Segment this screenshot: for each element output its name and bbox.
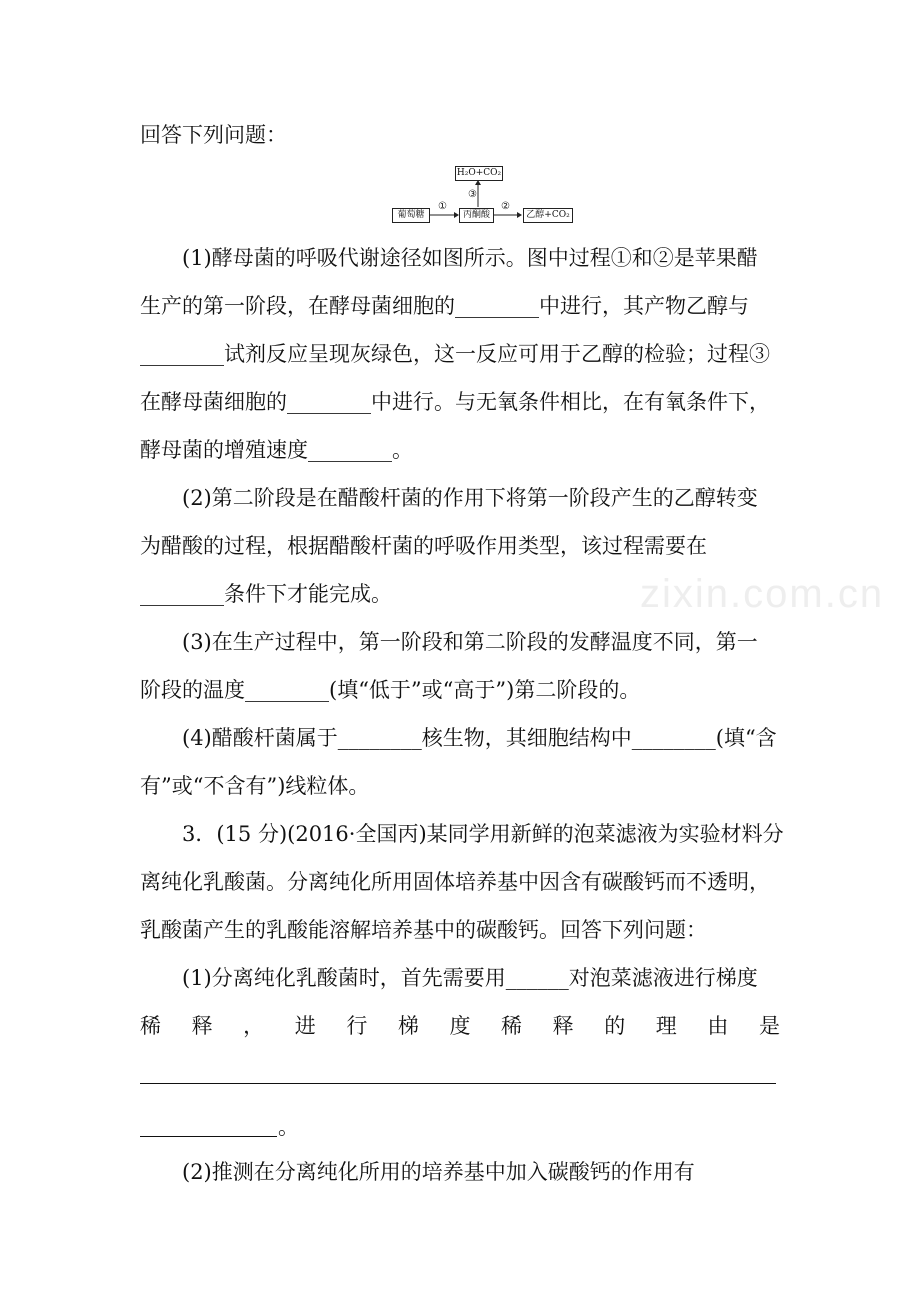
spread-char: 的 — [604, 1014, 626, 1038]
answer-blank-short — [140, 1136, 277, 1137]
text-line: (1)分离纯化乳酸菌时，首先需要用______对泡菜滤液进行梯度 — [182, 966, 758, 990]
h2o-co2-box: H₂O+CO₂ — [455, 166, 503, 181]
spread-char: 梯 — [397, 1014, 419, 1038]
text-line: (4)醋酸杆菌属于________核生物，其细胞结构中________(填“含 — [182, 726, 777, 750]
glucose-box: 葡萄糖 — [392, 208, 430, 223]
spread-char: 稀 — [501, 1014, 523, 1038]
intro-text: 回答下列问题： — [140, 123, 287, 147]
spread-char: 由 — [707, 1014, 729, 1038]
spread-char: 释 — [191, 1014, 213, 1038]
process-2-label: ② — [501, 201, 510, 212]
text-line: 为醋酸的过程，根据醋酸杆菌的呼吸作用类型，该过程需要在 — [140, 534, 707, 558]
spread-char: 稀 — [140, 1014, 161, 1038]
text-line: ________试剂反应呈现灰绿色，这一反应可用于乙醇的检验；过程③ — [140, 342, 770, 366]
text-line: (2)推测在分离纯化所用的培养基中加入碳酸钙的作用有 — [182, 1160, 695, 1184]
spread-char: ， — [243, 1014, 265, 1038]
process-3-label: ③ — [468, 189, 477, 200]
ethanol-co2-box: 乙醇+CO₂ — [523, 208, 573, 223]
text-line: 3．(15 分)(2016·全国丙)某同学用新鲜的泡菜滤液为实验材料分 — [182, 822, 784, 846]
text-line: (1)酵母菌的呼吸代谢途径如图所示。图中过程①和②是苹果醋 — [182, 246, 758, 270]
spread-char: 度 — [449, 1014, 471, 1038]
text-line: 酵母菌的增殖速度________。 — [140, 438, 413, 462]
text-line: (3)在生产过程中，第一阶段和第二阶段的发酵温度不同，第一 — [182, 630, 758, 654]
text-line: 离纯化乳酸菌。分离纯化所用固体培养基中因含有碳酸钙而不透明， — [140, 870, 770, 894]
text-line: 有”或“不含有”)线粒体。 — [140, 774, 370, 798]
respiration-diagram — [388, 162, 578, 226]
spread-char: 是 — [758, 1014, 780, 1038]
spread-char: 释 — [552, 1014, 574, 1038]
text-line: (2)第二阶段是在醋酸杆菌的作用下将第一阶段产生的乙醇转变 — [182, 486, 758, 510]
text-line: 在酵母菌细胞的________中进行。与无氧条件相比，在有氧条件下， — [140, 390, 770, 414]
process-1-label: ① — [438, 201, 447, 212]
pyruvate-box: 丙酮酸 — [459, 208, 494, 223]
watermark: zixin.com.cn — [640, 572, 885, 616]
text-line: 阶段的温度________(填“低于”或“高于”)第二阶段的。 — [140, 678, 641, 702]
spread-char: 进 — [294, 1014, 316, 1038]
spread-char: 行 — [346, 1014, 368, 1038]
text-line: ________条件下才能完成。 — [140, 582, 392, 606]
spread-char: 理 — [655, 1014, 677, 1038]
text-line: 生产的第一阶段，在酵母菌细胞的________中进行，其产物乙醇与 — [140, 294, 749, 318]
answer-blank-full — [140, 1083, 776, 1084]
text-line: 。 — [278, 1115, 299, 1139]
text-line: 乳酸菌产生的乳酸能溶解培养基中的碳酸钙。回答下列问题： — [140, 918, 707, 942]
spread-text-line — [140, 1011, 780, 1041]
